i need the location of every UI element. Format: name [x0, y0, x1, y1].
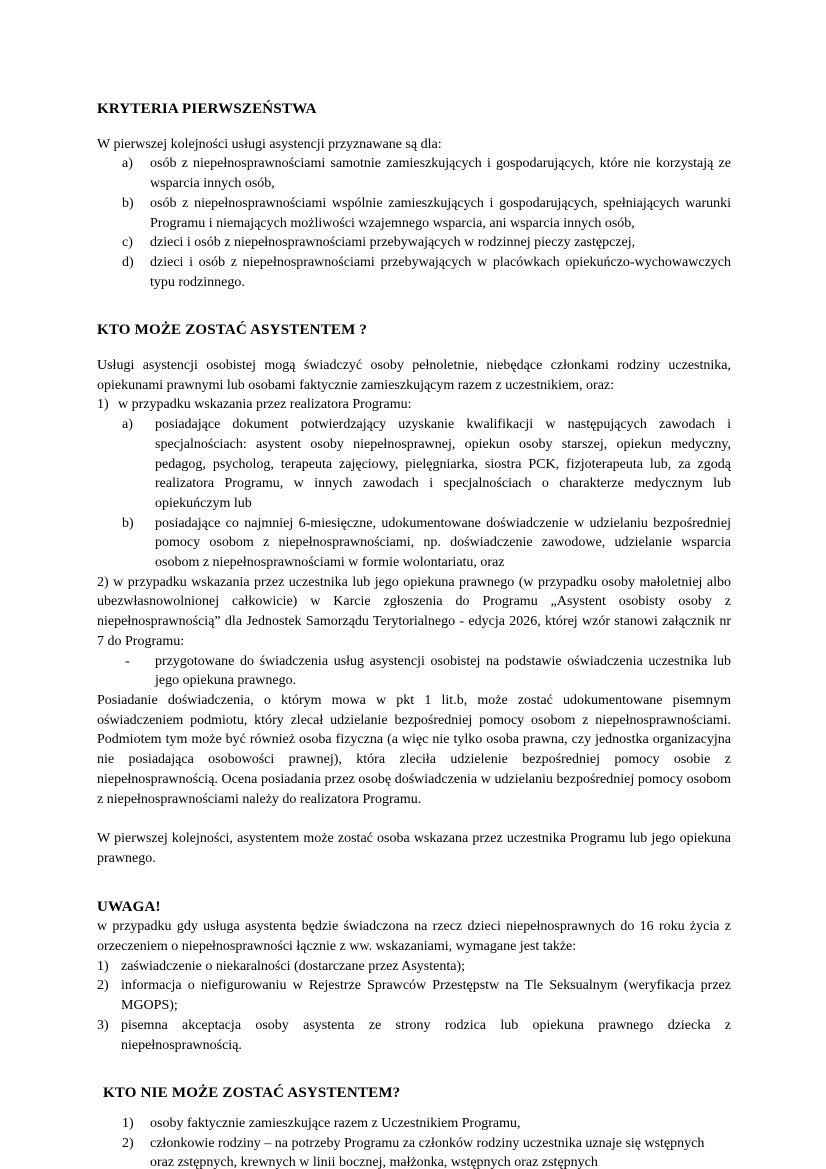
list-marker: 1)	[122, 1115, 134, 1131]
list-item-sub-a	[97, 415, 731, 514]
list-marker: 1)	[97, 958, 109, 974]
list-item-text: członkowie rodziny – na potrzeby Programu za członków rodziny uczestnika uznaje się wstępnych oraz zstępnych, krewnych w linii bocznej, małżonka, wstępnych oraz zstępnych	[150, 1135, 705, 1169]
paragraph-kto-moze-intro: Usługi asystencji osobistej mogą świadczyć osoby pełnoletnie, niebędące członkami rodziny uczestnika, opiekunami prawnymi lub osobami faktycznie zamieszkującym razem z uczestnikiem, oraz:	[97, 358, 731, 393]
paragraph-uwaga-intro: w przypadku gdy usługa asystenta będzie świadczona na rzecz dzieci niepełnosprawnych do 16 roku życia z orzeczeniem o niepełnosprawności łącznie z ww. wskazaniami, wymagane jest także:	[97, 919, 731, 955]
list-marker: -	[125, 653, 130, 669]
list-item	[97, 1134, 731, 1169]
list-kto-nie-moze	[97, 1114, 731, 1169]
list-item-dash	[97, 652, 731, 691]
list-item-text: zaświadczenie o niekaralności (dostarczane przez Asystenta);	[121, 958, 465, 974]
list-item-text: posiadające co najmniej 6-miesięczne, udokumentowane doświadczenie w udzielaniu bezpośredniej pomocy osobom z niepełnosprawnościami, np. doświadczenie zawodowe, udzielanie wsparcia osobom z niepełnosprawnościami w formie wolontariatu, oraz	[155, 515, 731, 571]
paragraph-point-2: 2) w przypadku wskazania przez uczestnika lub jego opiekuna prawnego (w przypadku osoby małoletniej albo ubezwłasnowolnionej całkowicie) w Karcie zgłoszenia do Programu „Asystent osobisty osoby z niepełnosprawnością” dla Jednostek Samorządu Terytorialnego - edycja 2026, której wzór stanowi załącznik nr 7 do Programu:	[97, 574, 731, 649]
paragraph-kryteria-intro: W pierwszej kolejności usługi asystencji przyznawane są dla:	[97, 136, 442, 152]
heading-kto-moze-zostac-asystentem: KTO MOŻE ZOSTAĆ ASYSTENTEM ?	[97, 322, 368, 339]
list-marker: 2)	[122, 1135, 134, 1151]
section-uwaga	[97, 898, 731, 1056]
list-kryteria	[97, 154, 731, 292]
heading-uwaga: UWAGA!	[97, 898, 161, 915]
list-item	[97, 154, 731, 193]
paragraph-pierwszenstwo-asystenta: W pierwszej kolejności, asystentem może zostać osoba wskazana przez uczestnika Programu lub jego opiekuna prawnego.	[97, 831, 731, 866]
list-item-text: informacja o niefigurowaniu w Rejestrze Sprawców Przestępstw na Tle Seksualnym (weryfikacja przez MGOPS);	[121, 978, 731, 1014]
list-item-text: posiadające dokument potwierdzający uzyskanie kwalifikacji w następujących zawodach i specjalnościach: asystent osoby niepełnosprawnej, opiekun osoby starszej, opiekun medyczny, pedagog, psycholog, terapeuta zajęciowy, pielęgniarka, siostra PCK, fizjoterapeuta lub, za zgodą realizatora Programu, w innych zawodach i specjalnościach o charakterze medycznym lub opiekuńczym lub	[155, 417, 731, 511]
paragraph-doswiadczenie: Posiadanie doświadczenia, o którym mowa w pkt 1 lit.b, może zostać udokumentowane pisemnym oświadczeniem podmiotu, który zlecał udzielanie bezpośredniej pomocy osobom z niepełnosprawnościami. Podmiotem tym może być również osoba fizyczna (a więc nie tylko osoba prawna, czy jednostka organizacyjna nie posiadająca osobowości prawnej), która zleciła udzielenie bezpośredniej pomocy osobie z niepełnosprawnością. Ocena posiadania przez osobę doświadczenia w udzielaniu bezpośredniej pomocy osobom z niepełnosprawnościami należy do realizatora Programu.	[97, 692, 731, 807]
section-kto-nie-moze-zostac-asystentem	[97, 1084, 731, 1169]
list-item-text: dzieci i osób z niepełnosprawnościami przebywających w rodzinnej pieczy zastępczej,	[150, 235, 636, 251]
list-item	[97, 976, 731, 1015]
list-item	[97, 957, 731, 977]
list-item-text: osób z niepełnosprawnościami wspólnie zamieszkujących i gospodarujących, spełniających warunki Programu i niemających możliwości wzajemnego wsparcia, ani wsparcia innych osób,	[150, 195, 731, 231]
list-item-sub-b	[97, 514, 731, 573]
list-item-text: przygotowane do świadczenia usług asystencji osobistej na podstawie oświadczenia uczestnika lub jego opiekuna prawnego.	[155, 653, 731, 689]
list-item-text: pisemna akceptacja osoby asystenta ze strony rodzica lub opiekuna prawnego dziecka z niepełnosprawnością.	[121, 1017, 731, 1053]
list-item	[97, 233, 731, 253]
list-item	[97, 253, 731, 292]
heading-kryteria-pierwszenstwa: KRYTERIA PIERWSZEŃSTWA	[97, 101, 317, 117]
list-item	[97, 1114, 731, 1134]
list-item-point-1	[97, 395, 731, 415]
list-marker: d)	[122, 254, 134, 270]
list-marker: b)	[122, 195, 134, 211]
list-item-text: dzieci i osób z niepełnosprawnościami przebywających w placówkach opiekuńczo-wychowawczych typu rodzinnego.	[150, 254, 731, 290]
list-marker: 1)	[97, 397, 109, 413]
list-item-text: osób z niepełnosprawnościami samotnie zamieszkujących i gospodarujących, które nie korzystają ze wsparcia innych osób,	[150, 156, 731, 192]
section-kryteria-pierwszenstwa	[97, 100, 731, 292]
list-uwaga	[97, 957, 731, 1056]
list-marker: 3)	[97, 1017, 109, 1033]
section-kto-moze-zostac-asystentem	[97, 321, 731, 868]
list-marker: b)	[122, 515, 134, 531]
list-item-text: osoby faktycznie zamieszkujące razem z Uczestnikiem Programu,	[150, 1115, 521, 1131]
list-marker: c)	[122, 235, 133, 251]
heading-kto-nie-moze-zostac-asystentem: KTO NIE MOŻE ZOSTAĆ ASYSTENTEM?	[103, 1085, 401, 1102]
list-item	[97, 194, 731, 233]
list-item	[97, 1016, 731, 1055]
list-marker: a)	[122, 417, 133, 433]
list-marker: 2)	[97, 978, 109, 994]
list-item-text: w przypadku wskazania przez realizatora Programu:	[118, 397, 412, 413]
list-marker: a)	[122, 156, 133, 172]
